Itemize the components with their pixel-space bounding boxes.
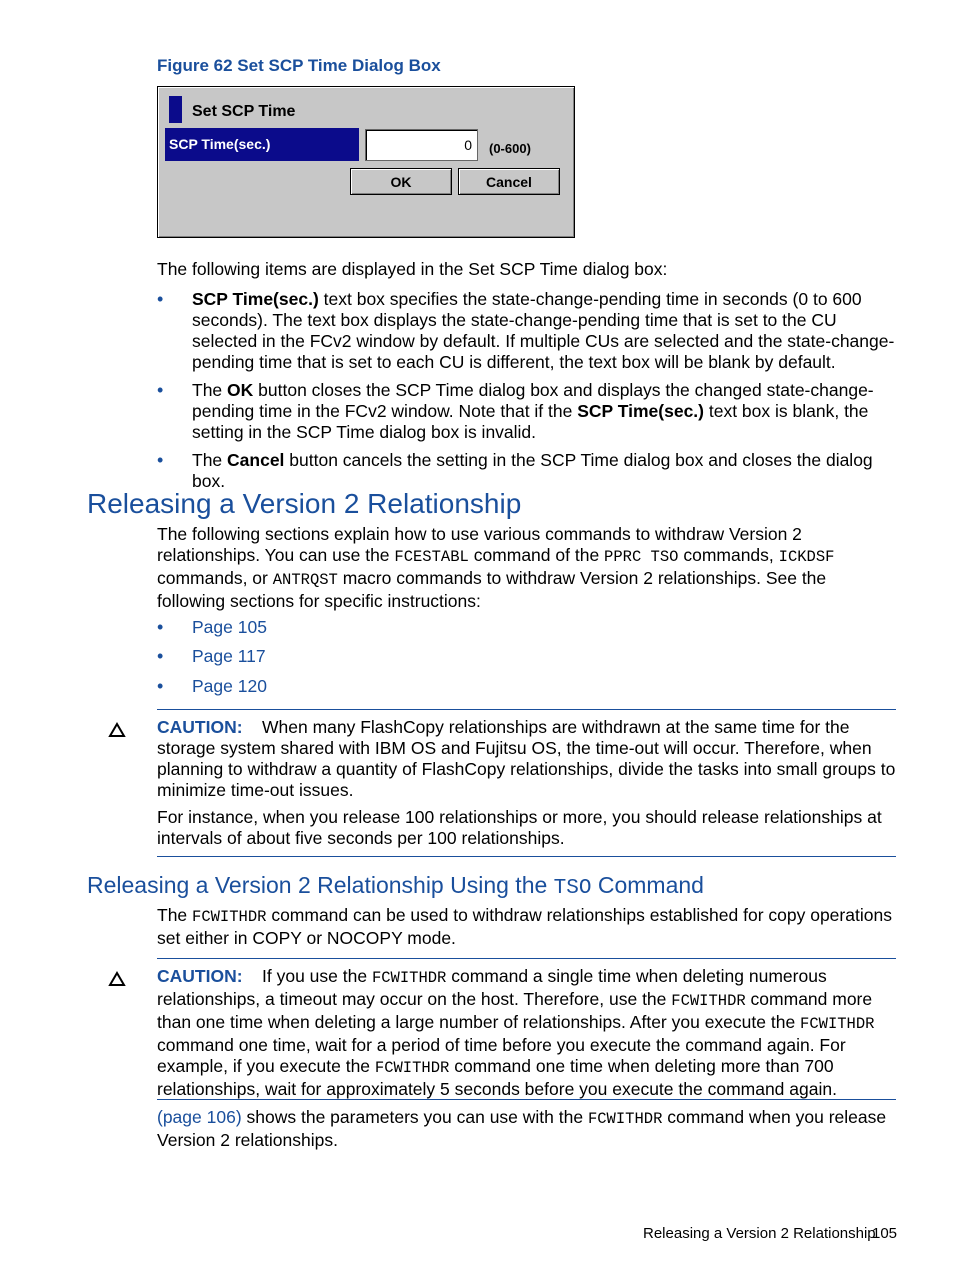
text: The following sections explain how to use various commands to withdraw Version 2 relationships. You can use the [157,524,802,565]
closing-paragraph [157,1107,897,1151]
text: command more than one time when deleting a large number of relationships. After you execute the [157,989,873,1032]
code: FCWITHDR [192,908,267,926]
dialog-title-marker [169,96,182,123]
text: command can be used to withdraw relationships established for copy operations set either in COPY or NOCOPY mode. [157,905,892,948]
cancel-button[interactable]: Cancel [458,168,560,195]
caution-note: For instance, when you release 100 relationships or more, you should release relationships at intervals of about five seconds per 100 relationships. [157,807,882,848]
item-lead: The [192,380,228,400]
figure-caption: Figure 62 Set SCP Time Dialog Box [157,56,441,75]
caution-icon [108,971,126,987]
text: command a single time when deleting numerous relationships, a timeout may occur on the host. Therefore, use the [157,966,827,1009]
text: command one time when deleting more than 700 relationships, wait for approximately 5 seconds before you execute the command again. [157,1056,837,1099]
intro-paragraph: The following items are displayed in the Set SCP Time dialog box: [157,259,668,279]
divider [157,709,896,710]
link-page-117[interactable]: Page 117 [192,646,266,666]
code: FCWITHDR [587,1110,663,1128]
text: shows the parameters you can use with the [241,1107,588,1127]
item-scp-time [192,289,898,373]
code: PPRC TSO [604,548,679,566]
footer-section: Releasing a Version 2 Relationship [643,1225,876,1242]
item-text: text box specifies the state-change-pending time in seconds (0 to 600 seconds). The text box displays the state-change-pending time that is set to the CU selected in the FCv2 window by default. If multiple CUs are selected and the state-change-pending time that is set to each CU is different, the text box will be blank by default. [192,289,895,372]
item-text: button cancels the setting in the SCP Time dialog box and closes the dialog box. [192,450,873,491]
code: FCWITHDR [800,1015,875,1033]
section2-paragraph [157,905,897,949]
set-scp-time-dialog [157,86,575,238]
text: If you use the [262,966,372,986]
heading-text: Command [591,872,704,898]
link-page-105[interactable]: Page 105 [192,617,267,637]
code: FCWITHDR [671,992,746,1010]
heading-text: Releasing a Version 2 Relationship Using the [87,872,554,898]
text: commands, or [157,568,273,588]
text: command when you release Version 2 relationships. [157,1107,887,1150]
bullet-icon: • [157,289,164,309]
code: ANTRQST [272,571,338,589]
caution-label: CAUTION: [157,966,243,986]
caution-text: When many FlashCopy relationships are withdrawn at the same time for the storage system shared with IBM OS and Fujitsu OS, the time-out will occur. Therefore, when planning to withdraw a quantity of FlashCopy relationships, divide the tasks into small groups to minimize time-out issues. [157,717,896,800]
text: commands, [678,545,779,565]
caution-icon [108,722,126,738]
code: FCWITHDR [374,1059,450,1077]
item-text: text box is blank, the setting in the SCP Time dialog box is invalid. [192,401,869,442]
divider [157,958,896,959]
scp-time-input[interactable] [365,129,478,161]
item-lead: The [192,450,228,470]
item-ok [192,380,898,443]
text: command of the [468,545,605,565]
item-bold: Cancel [227,450,285,470]
item-bold: SCP Time(sec.) [192,289,319,309]
code: FCWITHDR [371,969,447,987]
dialog-title: Set SCP Time [192,103,296,120]
divider [157,1099,896,1100]
scp-time-label: SCP Time(sec.) [165,128,359,161]
link-page-120[interactable]: Page 120 [192,676,267,696]
item-text: button closes the SCP Time dialog box and displays the changed state-change-pending time in the FCv2 window. Note that if the [192,380,874,421]
divider [157,856,896,857]
caution-label: CAUTION: [157,717,243,737]
item-bold: SCP Time(sec.) [577,401,704,421]
code: FCESTABL [394,548,469,566]
text: macro commands to withdraw Version 2 relationships. See the following sections for specific instructions: [157,568,827,611]
ok-button[interactable]: OK [350,168,452,195]
section-heading: Releasing a Version 2 Relationship [87,488,522,519]
bullet-icon: • [157,450,164,470]
bullet-icon: • [157,676,164,696]
scp-time-range: (0-600) [489,141,531,156]
link-page-106[interactable]: (page 106) [157,1107,242,1127]
item-cancel [192,450,898,492]
text: The [157,905,193,925]
bullet-icon: • [157,380,164,400]
caution-block-2 [157,966,897,1100]
section1-paragraph [157,524,897,612]
text: command one time, wait for a period of time before you execute the command again. For example, if you execute the [157,1035,846,1076]
caution-block-1 [157,717,897,801]
bullet-icon: • [157,617,164,637]
code: ICKDSF [778,548,835,566]
heading-code: TSO [553,877,592,900]
item-bold: OK [227,380,254,400]
subsection-heading [87,871,704,903]
bullet-icon: • [157,646,164,666]
footer-page-number: 105 [872,1225,898,1242]
